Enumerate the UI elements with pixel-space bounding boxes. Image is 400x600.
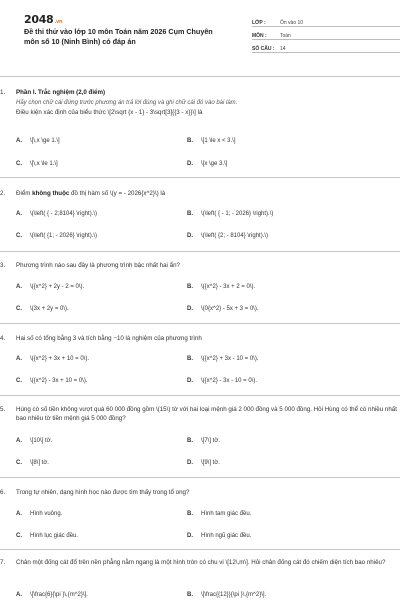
meta-label: SỐ CÂU :: [252, 46, 275, 52]
option-a[interactable]: A. \({x^2} + 2y - 2 = 0\).: [16, 284, 85, 290]
divider: [0, 177, 400, 178]
option-b[interactable]: B. Hình tam giác đều.: [187, 511, 252, 517]
option-d[interactable]: D. \({x^2} - 3x - 10 = 0\).: [187, 378, 258, 384]
question-4: [0, 334, 400, 343]
question-1: [0, 88, 400, 117]
question-number: 1.: [0, 89, 6, 96]
question-number: 4.: [0, 335, 6, 342]
option-a[interactable]: A. Hình vuông.: [16, 511, 63, 517]
question-2: [0, 189, 400, 198]
option-c[interactable]: C. \(3x + 2y = 0\).: [16, 306, 69, 312]
exam-title: Đề thi thử vào lớp 10 môn Toán năm 2026 Cụm Chuyên môn số 10 (Ninh Bình) có đáp án: [24, 27, 213, 46]
meta-row-subject: [252, 29, 400, 40]
option-b[interactable]: B. \(\left( { - 1; - 2026} \right).\): [187, 211, 274, 217]
option-d[interactable]: D. \[9\] tờ.: [187, 460, 220, 466]
question-number: 2.: [0, 190, 6, 197]
option-d[interactable]: D. \[x \ge 3.\]: [187, 161, 228, 167]
question-number: 3.: [0, 262, 6, 269]
page-header: [24, 0, 374, 52]
option-b[interactable]: B. \[\frac{{12}}{\pi }\,{m^2}\].: [187, 592, 267, 598]
meta-row-count: [252, 42, 400, 53]
option-a[interactable]: A. \(\left( { - 2;8104} \right).\): [16, 211, 98, 217]
divider: [0, 251, 400, 252]
option-a[interactable]: A. \[\frac{6}{\pi }\,{m^2}\].: [16, 592, 88, 598]
option-d[interactable]: D. Hình ngũ giác đều.: [187, 533, 252, 539]
question-text: Chân một đống cát đổ trên nền phẳng nằm ngang là một hình tròn có chu vi \[12\,m\]. Hỏi chân đống cát đó chiếm diện tích bao nhiêu?: [16, 559, 386, 566]
divider: [0, 76, 400, 77]
section-instruction: Hãy chọn chữ cái đứng trước phương án trả lời đúng và ghi chữ cái đó vào bài làm.: [16, 100, 238, 106]
option-d[interactable]: D. \(0{x^2} - 5x + 3 = 0\).: [187, 306, 259, 312]
divider: [0, 323, 400, 324]
question-text: Phương trình nào sau đây là phương trình bậc nhất hai ẩn?: [16, 262, 180, 269]
meta-label: MÔN :: [252, 33, 267, 39]
meta-row-class: [252, 16, 400, 27]
divider: [0, 395, 400, 396]
question-7: [0, 558, 400, 567]
option-d[interactable]: D. \(\left( {2; - 8104} \right).\): [187, 233, 269, 239]
question-text: Hai số có tổng bằng 3 và tích bằng −10 là nghiệm của phương trình: [16, 335, 202, 342]
option-a[interactable]: A. \[10\] tờ.: [16, 438, 53, 444]
divider: [0, 477, 400, 478]
exam-meta: [252, 16, 400, 55]
option-c[interactable]: C. \[\,x \le 1.\]: [16, 161, 58, 167]
question-5: [0, 405, 400, 423]
question-text: Trong tự nhiên, dạng hình học nào được tìm thấy trong tổ ong?: [16, 489, 190, 496]
meta-label: LỚP :: [252, 20, 266, 26]
option-b[interactable]: B. \[1 \le x < 3.\]: [187, 138, 236, 144]
option-c[interactable]: C. \(\left( {1; - 2026} \right).\): [16, 233, 98, 239]
meta-value: Toán: [280, 33, 291, 39]
meta-value: Ôn vào 10: [280, 20, 304, 26]
option-c[interactable]: C. Hình lục giác đều.: [16, 533, 79, 539]
option-b[interactable]: B. \({x^2} + 3x - 10 = 0\).: [187, 356, 259, 362]
question-3: [0, 261, 400, 270]
site-logo[interactable]: 2048.vn: [24, 13, 63, 26]
option-b[interactable]: B. \[7\] tờ.: [187, 438, 220, 444]
question-text: Hùng có số tiền không vượt quá 60 000 đồng gồm \(15\) tờ với hai loại mệnh giá 2 000 đồng và 5 000 đồng. Hỏi Hùng có thể có nhiều nhất bao nhiêu tờ tiền mệnh giá 5 000 đồng?: [16, 406, 397, 422]
question-number: 6.: [0, 489, 6, 496]
question-6: [0, 488, 400, 497]
divider: [0, 549, 400, 550]
option-c[interactable]: C. \({x^2} - 3x + 10 = 0\).: [16, 378, 88, 384]
section-title: Phần I. Trắc nghiệm (2,0 điểm): [16, 89, 106, 96]
question-text: Điều kiện xác định của biểu thức \[2\sqrt {x - 1} - 3\sqrt[3]{{3 - x}}\] là: [16, 109, 203, 116]
question-number: 7.: [0, 559, 6, 566]
question-number: 5.: [0, 406, 6, 413]
option-b[interactable]: B. \({x^2} - 3x + 2 = 0\).: [187, 284, 256, 290]
question-text: Điểm không thuộc đồ thị hàm số \(y = - 2026{x^2}\) là: [16, 190, 166, 197]
option-a[interactable]: A. \[\,x \ge 1.\]: [16, 138, 60, 144]
option-a[interactable]: A. \({x^2} + 3x + 10 = 0\).: [16, 356, 90, 362]
option-c[interactable]: C. \[8\] tờ.: [16, 460, 49, 466]
meta-value: 14: [280, 46, 286, 52]
